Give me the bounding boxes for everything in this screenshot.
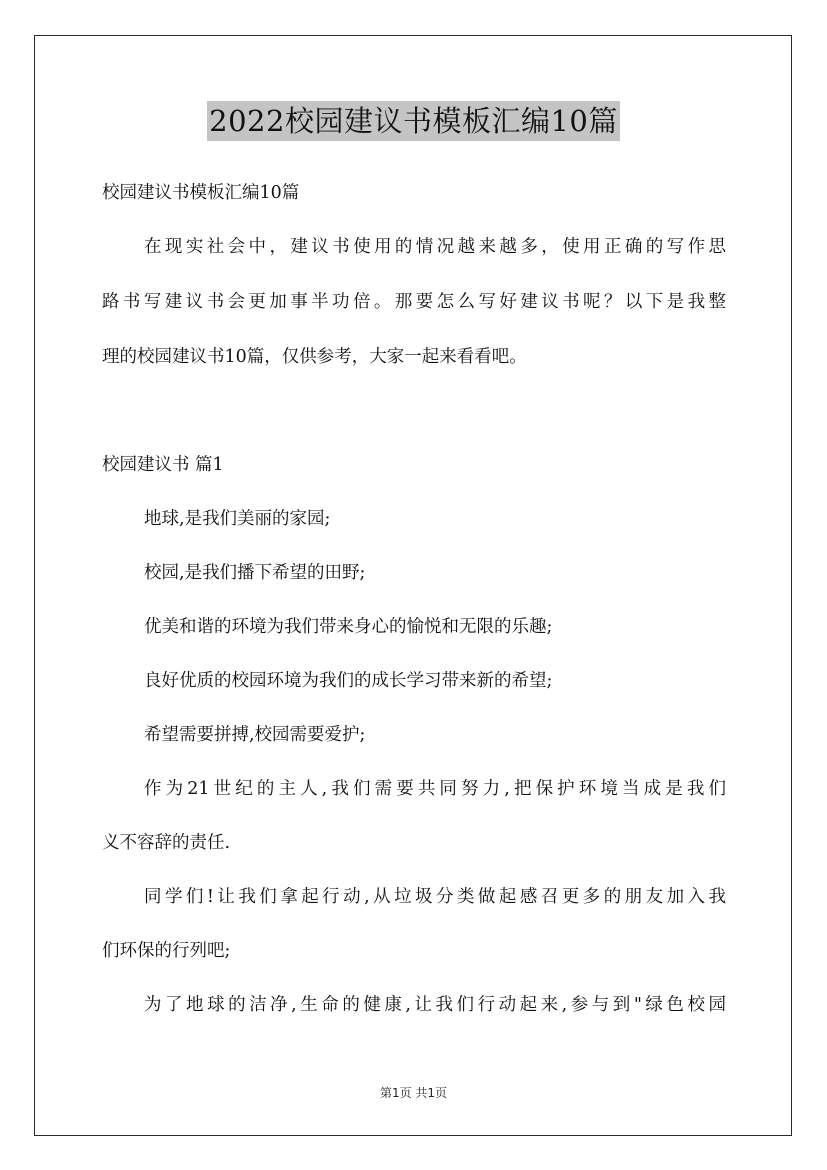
paragraph-line: 为了地球的洁净,生命的健康,让我们行动起来,参与到"绿色校园 [144, 995, 726, 1015]
paragraph-line: 良好优质的校园环境为我们的成长学习带来新的希望; [144, 671, 553, 691]
document-subtitle: 校园建议书模板汇编10篇 [102, 183, 300, 203]
intro-line: 理的校园建议书10篇，仅供参考，大家一起来看看吧。 [102, 347, 527, 367]
paragraph-line: 们环保的行列吧; [102, 941, 231, 961]
paragraph-line: 地球,是我们美丽的家园; [144, 509, 331, 529]
paragraph-line: 校园,是我们播下希望的田野; [144, 563, 366, 583]
paragraph-line: 作为21世纪的主人,我们需要共同努力,把保护环境当成是我们 [144, 779, 726, 799]
paragraph-line: 优美和谐的环境为我们带来身心的愉悦和无限的乐趣; [144, 617, 553, 637]
document-title-text: 2022校园建议书模板汇编10篇 [207, 101, 620, 141]
page-number-footer: 第1页 共1页 [379, 1086, 448, 1100]
intro-line: 路书写建议书会更加事半功倍。那要怎么写好建议书呢？以下是我整 [102, 292, 726, 312]
section-heading: 校园建议书 篇1 [102, 455, 224, 475]
paragraph-line: 同学们!让我们拿起行动,从垃圾分类做起感召更多的朋友加入我 [144, 887, 726, 907]
document-title [0, 101, 827, 141]
intro-line: 在现实社会中，建议书使用的情况越来越多，使用正确的写作思 [144, 237, 726, 257]
paragraph-line: 希望需要拼搏,校园需要爱护; [144, 725, 366, 745]
paragraph-line: 义不容辞的责任. [102, 833, 231, 853]
